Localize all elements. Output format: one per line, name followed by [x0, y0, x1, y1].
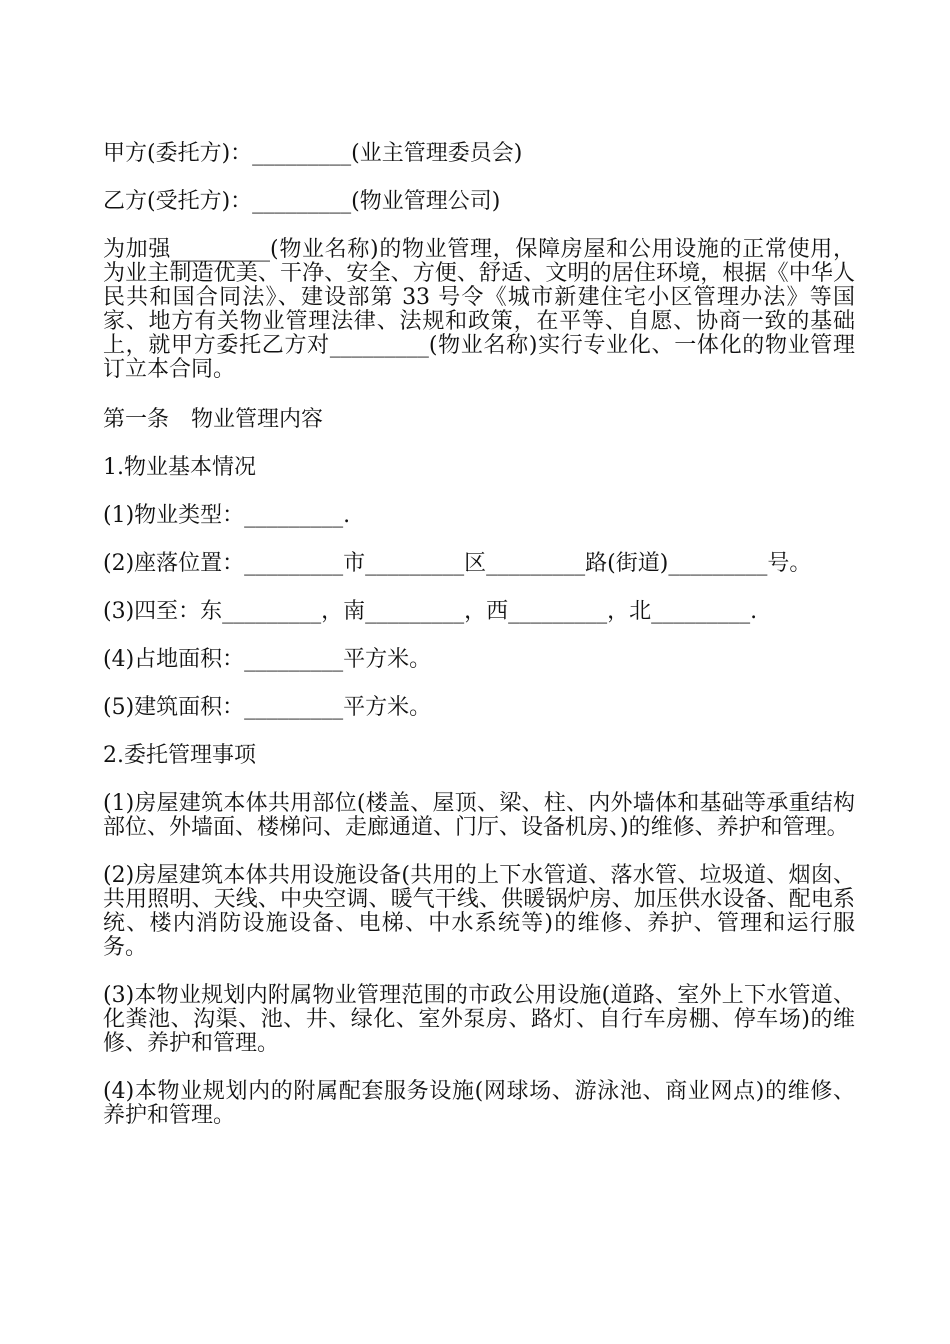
item-4-paragraph: (4)本物业规划内的附属配套服务设施(网球场、游泳池、商业网点)的维修、养护和管理。 [103, 1079, 855, 1128]
article-1-heading: 第一条 物业管理内容 [103, 407, 324, 432]
item-1-paragraph: (1)房屋建筑本体共用部位(楼盖、屋顶、梁、柱、内外墙体和基础等承重结构部位、外墙面、楼梯问、走廊通道、门厅、设备机房、)的维修、养护和管理。 [103, 791, 855, 840]
contract-page [103, 142, 855, 1152]
property-type-line: (1)物业类型：_________. [103, 503, 351, 528]
boundaries-line: (3)四至：东_________，南_________，西_________，北_________. [103, 599, 758, 624]
party-a-line: 甲方(委托方)：_________(业主管理委员会) [103, 141, 523, 166]
section-1-heading: 1.物业基本情况 [103, 455, 256, 480]
party-b-line: 乙方(受托方)：_________(物业管理公司) [103, 189, 501, 214]
location-line: (2)座落位置：_________市_________区_________路(街道)_________号。 [103, 551, 812, 576]
intro-paragraph: 为加强_________(物业名称)的物业管理，保障房屋和公用设施的正常使用，为业主制造优美、干净、安全、方便、舒适、文明的居住环境，根据《中华人民共和国合同法》、建设部第 33 号令《城市新建住宅小区管理办法》等国家、地方有关物业管理法律、法规和政策，在平等、自愿、协商一致的基础上，就甲方委托乙方对_________(物业名称)实行专业化、一体化的物业管理订立本合同。 [103, 237, 855, 382]
building-area-line: (5)建筑面积：_________平方米。 [103, 695, 432, 720]
land-area-line: (4)占地面积：_________平方米。 [103, 647, 432, 672]
item-3-paragraph: (3)本物业规划内附属物业管理范围的市政公用设施(道路、室外上下水管道、化粪池、沟渠、池、井、绿化、室外泵房、路灯、自行车房棚、停车场)的维修、养护和管理。 [103, 983, 855, 1056]
item-2-paragraph: (2)房屋建筑本体共用设施设备(共用的上下水管道、落水管、垃圾道、烟囱、共用照明、天线、中央空调、暖气干线、供暖锅炉房、加压供水设备、配电系统、楼内消防设施设备、电梯、中水系统等)的维修、养护、管理和运行服务。 [103, 863, 855, 960]
section-2-heading: 2.委托管理事项 [103, 743, 256, 768]
